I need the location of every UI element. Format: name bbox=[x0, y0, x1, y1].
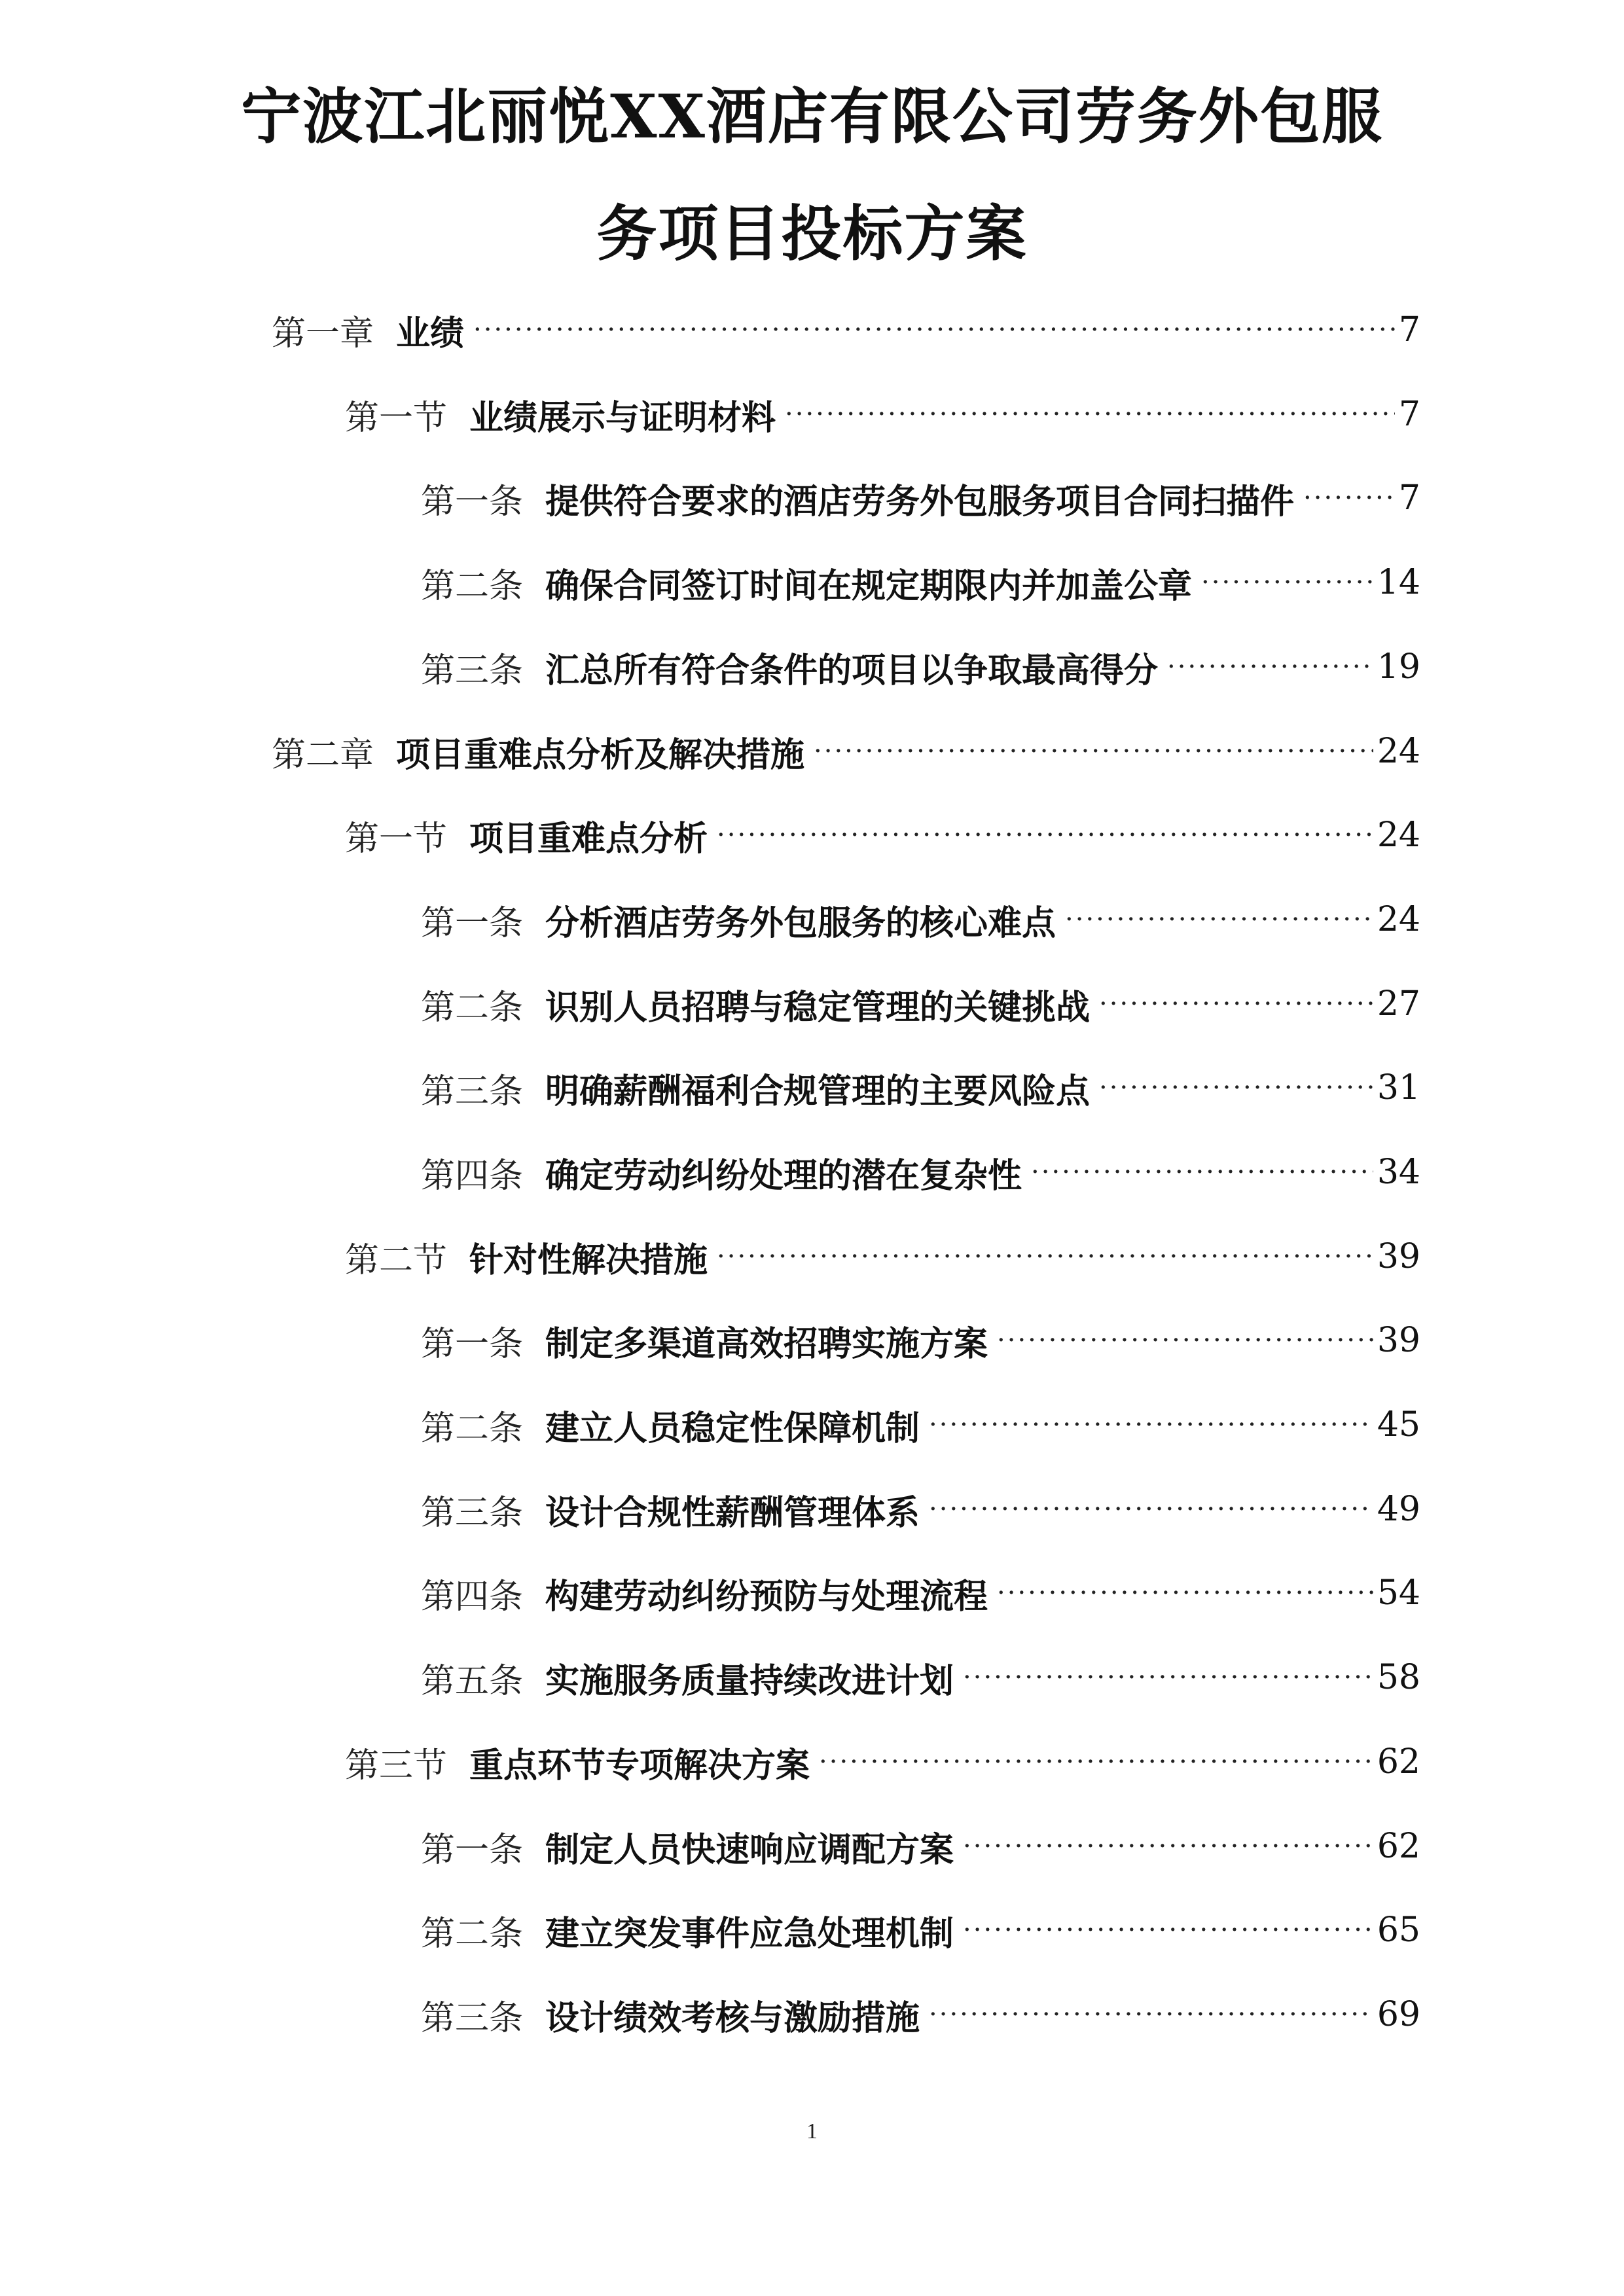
toc-entry[interactable] bbox=[421, 1314, 1420, 1367]
toc-entry[interactable] bbox=[421, 1904, 1420, 1956]
toc-dot-leader bbox=[997, 1573, 1373, 1613]
toc-entry[interactable] bbox=[421, 556, 1420, 609]
toc-dot-leader bbox=[997, 1321, 1373, 1360]
toc-entry-page-number: 62 bbox=[1377, 1742, 1420, 1782]
toc-entry-page-number: 7 bbox=[1398, 478, 1420, 518]
toc-entry-prefix: 第三节 bbox=[345, 1746, 448, 1785]
toc-entry-page-number: 31 bbox=[1377, 1068, 1420, 1107]
toc-entry-label: 汇总所有符合条件的项目以争取最高得分 bbox=[545, 650, 1159, 691]
document-title-line-1: 宁波江北丽悦XX酒店有限公司劳务外包服 bbox=[241, 81, 1383, 152]
toc-entry-label: 建立突发事件应急处理机制 bbox=[545, 1913, 954, 1954]
toc-entry[interactable] bbox=[272, 725, 1420, 778]
toc-entry-page-number: 19 bbox=[1377, 647, 1420, 687]
toc-entry-label: 项目重难点分析 bbox=[469, 818, 708, 859]
toc-entry-prefix: 第一节 bbox=[345, 819, 448, 859]
toc-entry-label: 确保合同签订时间在规定期限内并加盖公章 bbox=[545, 565, 1193, 606]
toc-entry-page-number: 39 bbox=[1377, 1237, 1420, 1276]
toc-entry-page-number: 24 bbox=[1377, 816, 1420, 855]
toc-entry[interactable] bbox=[421, 1399, 1420, 1451]
toc-dot-leader bbox=[929, 1995, 1373, 2034]
document-title-line-2: 务项目投标方案 bbox=[596, 198, 1028, 269]
toc-dot-leader bbox=[963, 1827, 1373, 1866]
toc-dot-leader bbox=[929, 1405, 1373, 1444]
toc-entry-page-number: 7 bbox=[1398, 395, 1420, 434]
toc-entry-prefix: 第四条 bbox=[421, 1156, 524, 1196]
toc-entry-page-number: 34 bbox=[1377, 1153, 1420, 1192]
toc-dot-leader bbox=[473, 310, 1395, 350]
toc-entry-prefix: 第三条 bbox=[421, 651, 524, 691]
toc-entry-prefix: 第二章 bbox=[272, 735, 374, 775]
toc-dot-leader bbox=[1099, 1068, 1373, 1107]
toc-entry-page-number: 58 bbox=[1377, 1658, 1420, 1697]
toc-entry-label: 重点环节专项解决方案 bbox=[469, 1745, 810, 1785]
toc-entry-prefix: 第三条 bbox=[421, 1071, 524, 1111]
toc-entry-label: 制定多渠道高效招聘实施方案 bbox=[545, 1323, 988, 1364]
toc-entry[interactable] bbox=[345, 388, 1420, 440]
toc-entry-label: 确定劳动纠纷处理的潜在复杂性 bbox=[545, 1155, 1022, 1196]
toc-entry-page-number: 7 bbox=[1398, 310, 1420, 350]
toc-entry-prefix: 第二条 bbox=[421, 566, 524, 606]
toc-entry[interactable] bbox=[421, 1483, 1420, 1535]
toc-dot-leader bbox=[717, 1237, 1373, 1276]
toc-entry-label: 提供符合要求的酒店劳务外包服务项目合同扫描件 bbox=[545, 481, 1295, 522]
toc-entry-label: 业绩 bbox=[396, 313, 465, 353]
toc-entry-label: 识别人员招聘与稳定管理的关键挑战 bbox=[545, 987, 1091, 1028]
toc-entry-label: 分析酒店劳务外包服务的核心难点 bbox=[545, 903, 1056, 943]
toc-entry-page-number: 54 bbox=[1377, 1573, 1420, 1613]
toc-entry-label: 针对性解决措施 bbox=[469, 1240, 708, 1280]
toc-dot-leader bbox=[717, 816, 1373, 855]
toc-entry[interactable] bbox=[272, 304, 1420, 356]
toc-entry[interactable] bbox=[421, 1988, 1420, 2041]
toc-entry-prefix: 第二条 bbox=[421, 1408, 524, 1448]
toc-entry-prefix: 第二条 bbox=[421, 988, 524, 1028]
toc-dot-leader bbox=[1099, 984, 1373, 1024]
page-number: 1 bbox=[806, 2119, 818, 2144]
toc-dot-leader bbox=[814, 732, 1373, 771]
toc-dot-leader bbox=[1031, 1153, 1373, 1192]
toc-entry-label: 项目重难点分析及解决措施 bbox=[396, 734, 805, 775]
toc-entry-prefix: 第一条 bbox=[421, 1830, 524, 1870]
toc-dot-leader bbox=[963, 1658, 1373, 1697]
toc-entry-prefix: 第二条 bbox=[421, 1914, 524, 1954]
toc-entry-label: 制定人员快速响应调配方案 bbox=[545, 1829, 954, 1870]
toc-entry[interactable] bbox=[421, 1062, 1420, 1114]
toc-dot-leader bbox=[929, 1490, 1373, 1529]
toc-entry-page-number: 24 bbox=[1377, 732, 1420, 771]
toc-entry-prefix: 第二节 bbox=[345, 1240, 448, 1280]
toc-entry-label: 设计合规性薪酬管理体系 bbox=[545, 1492, 920, 1533]
toc-entry-page-number: 24 bbox=[1377, 900, 1420, 939]
toc-entry[interactable] bbox=[421, 893, 1420, 946]
toc-entry-label: 设计绩效考核与激励措施 bbox=[545, 1998, 920, 2038]
toc-dot-leader bbox=[819, 1742, 1373, 1782]
toc-entry-prefix: 第一章 bbox=[272, 314, 374, 353]
toc-entry[interactable] bbox=[345, 1736, 1420, 1788]
toc-entry-label: 业绩展示与证明材料 bbox=[469, 397, 776, 438]
toc-dot-leader bbox=[1167, 647, 1373, 687]
toc-entry[interactable] bbox=[421, 978, 1420, 1030]
toc-entry[interactable] bbox=[421, 641, 1420, 693]
toc-entry[interactable] bbox=[421, 1651, 1420, 1704]
toc-entry-page-number: 27 bbox=[1377, 984, 1420, 1024]
toc-entry-prefix: 第五条 bbox=[421, 1661, 524, 1701]
toc-entry-page-number: 14 bbox=[1377, 563, 1420, 602]
toc-entry-prefix: 第一节 bbox=[345, 398, 448, 438]
toc-entry[interactable] bbox=[421, 1567, 1420, 1619]
toc-entry[interactable] bbox=[345, 809, 1420, 861]
toc-entry-label: 建立人员稳定性保障机制 bbox=[545, 1408, 920, 1448]
toc-dot-leader bbox=[1303, 478, 1395, 518]
toc-dot-leader bbox=[1065, 900, 1373, 939]
toc-entry-page-number: 69 bbox=[1377, 1995, 1420, 2034]
toc-entry[interactable] bbox=[345, 1230, 1420, 1283]
toc-entry-page-number: 65 bbox=[1377, 1910, 1420, 1950]
toc-entry-prefix: 第一条 bbox=[421, 903, 524, 943]
toc-entry-prefix: 第一条 bbox=[421, 482, 524, 522]
toc-dot-leader bbox=[1201, 563, 1373, 602]
toc-entry[interactable] bbox=[421, 472, 1420, 524]
toc-entry-prefix: 第四条 bbox=[421, 1577, 524, 1617]
toc-entry[interactable] bbox=[421, 1146, 1420, 1198]
toc-entry-prefix: 第一条 bbox=[421, 1324, 524, 1364]
toc-entry-prefix: 第三条 bbox=[421, 1493, 524, 1533]
toc-entry-page-number: 62 bbox=[1377, 1827, 1420, 1866]
toc-entry-page-number: 39 bbox=[1377, 1321, 1420, 1360]
toc-entry-label: 实施服务质量持续改进计划 bbox=[545, 1660, 954, 1701]
toc-entry-label: 明确薪酬福利合规管理的主要风险点 bbox=[545, 1071, 1091, 1111]
toc-entry[interactable] bbox=[421, 1820, 1420, 1873]
toc-entry-page-number: 45 bbox=[1377, 1405, 1420, 1444]
toc-dot-leader bbox=[963, 1910, 1373, 1950]
toc-entry-label: 构建劳动纠纷预防与处理流程 bbox=[545, 1576, 988, 1617]
toc-entry-prefix: 第三条 bbox=[421, 1998, 524, 2038]
toc-entry-page-number: 49 bbox=[1377, 1490, 1420, 1529]
toc-dot-leader bbox=[785, 395, 1395, 434]
